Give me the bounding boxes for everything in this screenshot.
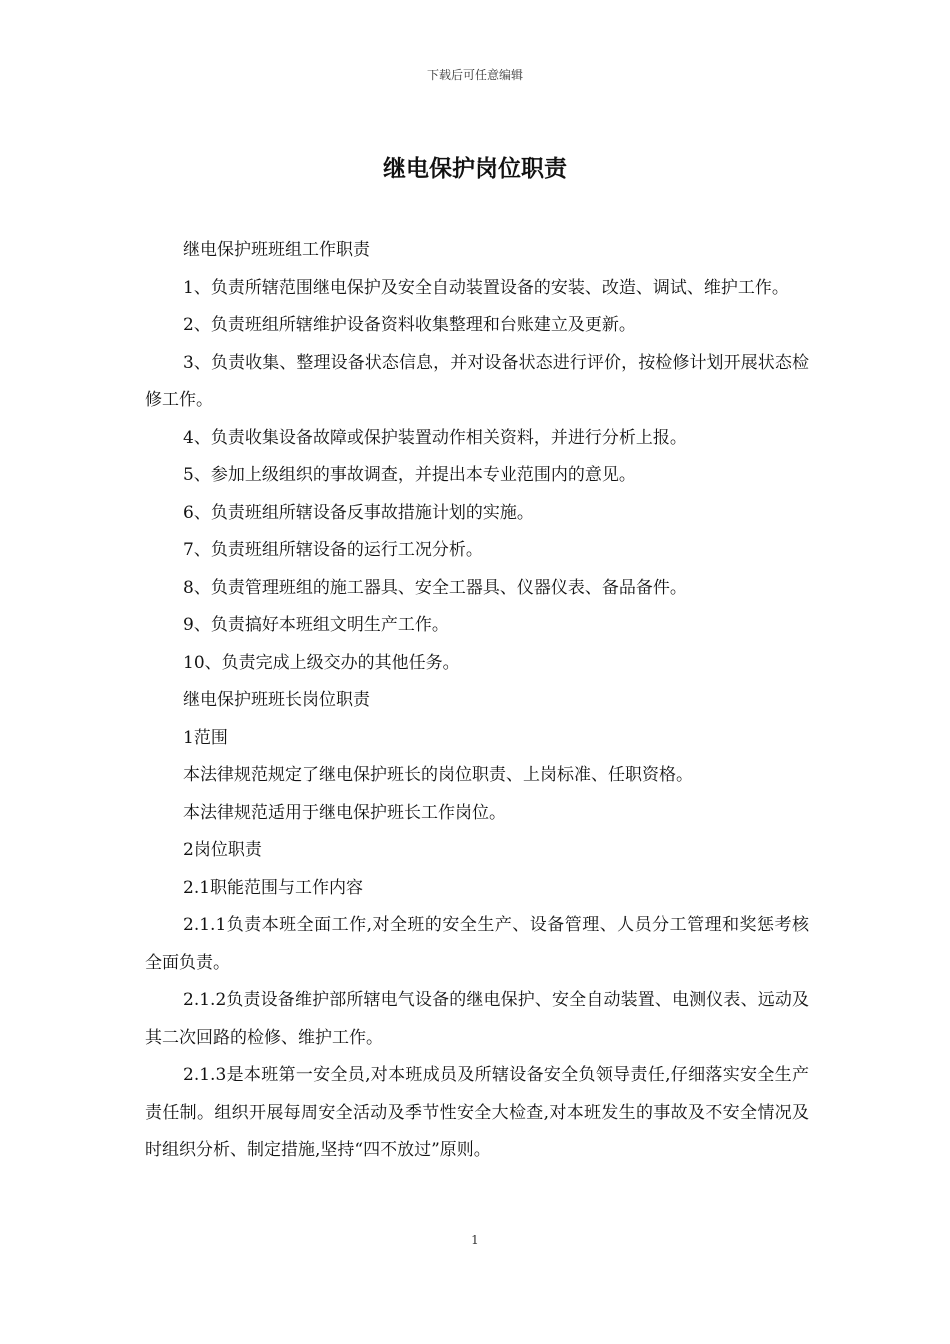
section-heading-leader-duties: 继电保护班班长岗位职责 (183, 690, 370, 710)
duty-item-10: 10、负责完成上级交办的其他任务。 (183, 652, 460, 673)
subsection-function-scope: 2.1职能范围与工作内容 (183, 877, 364, 898)
duty-item-4: 4、负责收集设备故障或保护装置动作相关资料，并进行分析上报。 (183, 427, 687, 448)
duty-item-3: 3、负责收集、整理设备状态信息，并对设备状态进行评价，按检修计划开展状态检修工作。 (145, 352, 809, 410)
scope-text-1: 本法律规范规定了继电保护班长的岗位职责、上岗标准、任职资格。 (183, 765, 693, 785)
duty-item-1: 1、负责所辖范围继电保护及安全自动装置设备的安装、改造、调试、维护工作。 (183, 277, 789, 298)
page-number: 1 (471, 1233, 479, 1247)
header-note: 下载后可任意编辑 (426, 68, 523, 82)
section-heading-team-duties: 继电保护班班组工作职责 (183, 240, 370, 260)
subsection-scope: 1范围 (183, 727, 228, 748)
duty-item-9: 9、负责搞好本班组文明生产工作。 (183, 615, 449, 635)
document-body (145, 232, 809, 1170)
duty-item-5: 5、参加上级组织的事故调查，并提出本专业范围内的意见。 (183, 465, 636, 485)
scope-text-2: 本法律规范适用于继电保护班长工作岗位。 (183, 802, 506, 823)
duty-item-2: 2、负责班组所辖维护设备资料收集整理和台账建立及更新。 (183, 315, 636, 335)
clause-2-1-1: 2.1.1负责本班全面工作,对全班的安全生产、设备管理、人员分工管理和奖惩考核全面负责。 (145, 915, 809, 973)
clause-2-1-3: 2.1.3是本班第一安全员,对本班成员及所辖设备安全负领导责任,仔细落实安全生产责任制。组织开展每周安全活动及季节性安全大检查,对本班发生的事故及不安全情况及时组织分析、制定措施,坚持“四不放过”原则。 (145, 1065, 809, 1160)
duty-item-8: 8、负责管理班组的施工器具、安全工器具、仪器仪表、备品备件。 (183, 577, 687, 598)
duty-item-6: 6、负责班组所辖设备反事故措施计划的实施。 (183, 502, 534, 523)
subsection-post-duties: 2岗位职责 (183, 840, 262, 860)
document-title: 继电保护岗位职责 (383, 156, 567, 182)
duty-item-7: 7、负责班组所辖设备的运行工况分析。 (183, 540, 483, 560)
clause-2-1-2: 2.1.2负责设备维护部所辖电气设备的继电保护、安全自动装置、电测仪表、远动及其二次回路的检修、维护工作。 (145, 990, 809, 1048)
